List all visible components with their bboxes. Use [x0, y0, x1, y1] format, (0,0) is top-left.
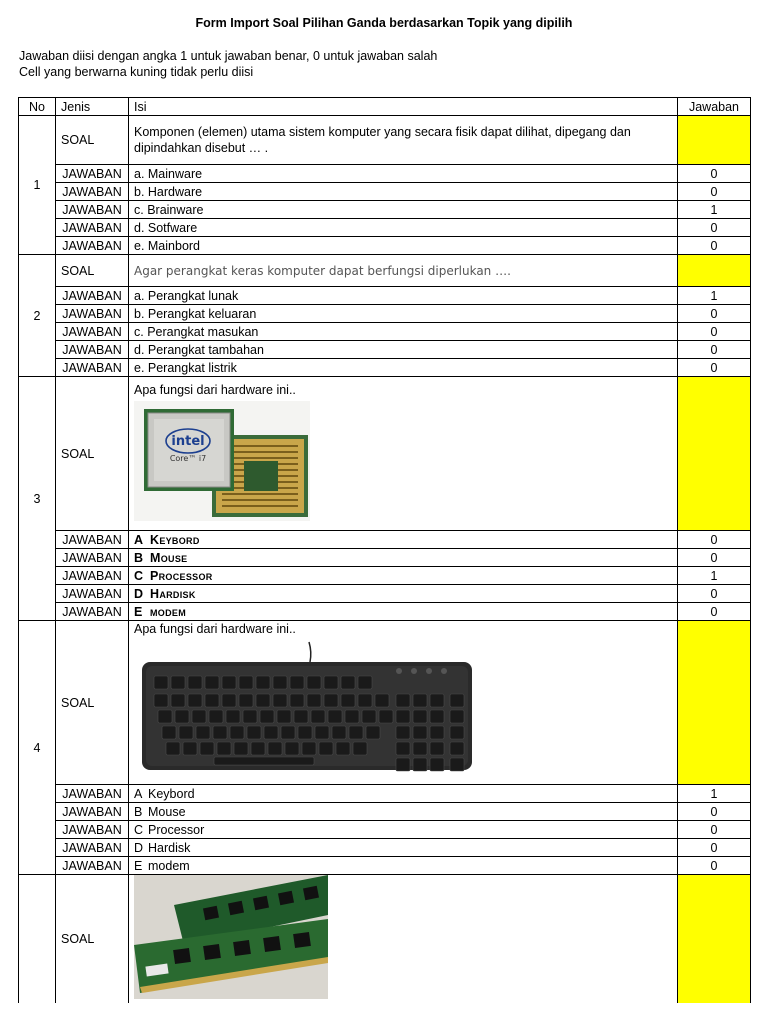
- question-table: [18, 97, 751, 1003]
- question-text: Apa fungsi dari hardware ini..: [134, 622, 296, 636]
- answer-value[interactable]: 1: [678, 567, 751, 585]
- question-number: 1: [19, 116, 56, 255]
- answer-cell-disabled: [678, 621, 751, 785]
- jawaban-label: JAWABAN: [56, 341, 129, 359]
- question-number: [19, 875, 56, 1004]
- answer-option[interactable]: [129, 803, 678, 821]
- answer-row: [19, 531, 751, 549]
- question-cell[interactable]: [129, 621, 678, 785]
- question-text: Agar perangkat keras komputer dapat berfungsi diperlukan ….: [134, 263, 511, 278]
- soal-label: SOAL: [56, 875, 129, 1004]
- answer-letter: A: [134, 786, 143, 801]
- answer-option-text[interactable]: e. Mainbord: [129, 237, 678, 255]
- answer-value[interactable]: 0: [678, 237, 751, 255]
- question-text: Apa fungsi dari hardware ini..: [134, 383, 296, 397]
- answer-option-text: Keybord: [150, 532, 200, 547]
- soal-label: SOAL: [56, 621, 129, 785]
- answer-letter: E: [134, 604, 143, 619]
- instruction-note: Jawaban diisi dengan angka 1 untuk jawaban benar, 0 untuk jawaban salah: [19, 49, 438, 63]
- answer-value[interactable]: 0: [678, 857, 751, 875]
- jawaban-label: JAWABAN: [56, 803, 129, 821]
- jawaban-label: JAWABAN: [56, 585, 129, 603]
- question-cell[interactable]: [129, 377, 678, 531]
- question-number: 3: [19, 377, 56, 621]
- answer-row: [19, 567, 751, 585]
- answer-value[interactable]: 0: [678, 821, 751, 839]
- answer-value[interactable]: 0: [678, 165, 751, 183]
- column-header-jenis: Jenis: [56, 98, 129, 116]
- answer-value[interactable]: 1: [678, 201, 751, 219]
- answer-row: [19, 359, 751, 377]
- jawaban-label: JAWABAN: [56, 603, 129, 621]
- answer-row: [19, 237, 751, 255]
- table-header-row: [19, 98, 751, 116]
- answer-letter: D: [134, 840, 144, 855]
- answer-option-text: modem: [150, 604, 186, 619]
- answer-option-text[interactable]: e. Perangkat listrik: [129, 359, 678, 377]
- answer-row: [19, 839, 751, 857]
- answer-value[interactable]: 0: [678, 531, 751, 549]
- answer-option-text[interactable]: d. Perangkat tambahan: [129, 341, 678, 359]
- answer-row: [19, 821, 751, 839]
- answer-value[interactable]: 1: [678, 287, 751, 305]
- answer-option-text[interactable]: b. Hardware: [129, 183, 678, 201]
- jawaban-label: JAWABAN: [56, 165, 129, 183]
- answer-value[interactable]: 0: [678, 585, 751, 603]
- jawaban-label: JAWABAN: [56, 785, 129, 803]
- jawaban-label: JAWABAN: [56, 567, 129, 585]
- answer-value[interactable]: 0: [678, 341, 751, 359]
- answer-option[interactable]: [129, 585, 678, 603]
- answer-value[interactable]: 0: [678, 323, 751, 341]
- answer-value[interactable]: 0: [678, 305, 751, 323]
- answer-option-text: Keybord: [148, 786, 195, 801]
- jawaban-label: JAWABAN: [56, 219, 129, 237]
- answer-value[interactable]: 1: [678, 785, 751, 803]
- answer-letter: A: [134, 532, 144, 547]
- answer-option-text: modem: [148, 858, 190, 873]
- answer-option-text: Mouse: [150, 550, 188, 565]
- answer-option-text[interactable]: d. Sotfware: [129, 219, 678, 237]
- answer-row: [19, 803, 751, 821]
- answer-option-text: Hardisk: [148, 840, 191, 855]
- answer-row: [19, 165, 751, 183]
- answer-letter: C: [134, 568, 144, 583]
- answer-row: [19, 341, 751, 359]
- answer-row: [19, 585, 751, 603]
- question-text[interactable]: Komponen (elemen) utama sistem komputer yang secara fisik dapat dilihat, dipegang dan dipindahkan disebut … .: [129, 116, 678, 165]
- answer-letter: B: [134, 804, 143, 819]
- jawaban-label: JAWABAN: [56, 305, 129, 323]
- answer-option-text: Mouse: [148, 804, 186, 819]
- answer-option[interactable]: [129, 531, 678, 549]
- answer-option[interactable]: [129, 785, 678, 803]
- answer-value[interactable]: 0: [678, 803, 751, 821]
- column-header-jawaban: Jawaban: [678, 98, 751, 116]
- answer-value[interactable]: 0: [678, 183, 751, 201]
- answer-option[interactable]: [129, 567, 678, 585]
- soal-label: SOAL: [56, 255, 129, 287]
- question-row: [19, 621, 751, 785]
- answer-value[interactable]: 0: [678, 219, 751, 237]
- answer-row: [19, 857, 751, 875]
- answer-row: [19, 219, 751, 237]
- jawaban-label: JAWABAN: [56, 359, 129, 377]
- form-title: Form Import Soal Pilihan Ganda berdasarkan Topik yang dipilih: [195, 16, 573, 30]
- soal-label: SOAL: [56, 116, 129, 165]
- jawaban-label: JAWABAN: [56, 821, 129, 839]
- jawaban-label: JAWABAN: [56, 839, 129, 857]
- answer-row: [19, 183, 751, 201]
- answer-row: [19, 785, 751, 803]
- question-row: [19, 377, 751, 531]
- answer-cell-disabled: [678, 255, 751, 287]
- answer-option-text[interactable]: c. Brainware: [129, 201, 678, 219]
- answer-option-text[interactable]: a. Perangkat lunak: [129, 287, 678, 305]
- chip-brand-text: intel: [171, 434, 205, 449]
- question-row: [19, 255, 751, 287]
- soal-label: SOAL: [56, 377, 129, 531]
- question-number: 4: [19, 621, 56, 875]
- question-row: [19, 875, 751, 1004]
- answer-value[interactable]: 0: [678, 839, 751, 857]
- ram-module-image: [134, 875, 672, 1003]
- answer-option[interactable]: [129, 857, 678, 875]
- answer-value[interactable]: 0: [678, 603, 751, 621]
- answer-option[interactable]: [129, 839, 678, 857]
- answer-option-text: Processor: [148, 822, 205, 837]
- jawaban-label: JAWABAN: [56, 549, 129, 567]
- column-header-isi: Isi: [129, 98, 678, 116]
- answer-option-text[interactable]: a. Mainware: [129, 165, 678, 183]
- answer-option-text[interactable]: c. Perangkat masukan: [129, 323, 678, 341]
- answer-letter: B: [134, 550, 144, 565]
- answer-cell-disabled: [678, 377, 751, 531]
- answer-value[interactable]: 0: [678, 549, 751, 567]
- yellow-cell-note: Cell yang berwarna kuning tidak perlu diisi: [19, 65, 254, 79]
- answer-letter: E: [134, 858, 143, 873]
- jawaban-label: JAWABAN: [56, 287, 129, 305]
- answer-option[interactable]: [129, 549, 678, 567]
- jawaban-label: JAWABAN: [56, 201, 129, 219]
- keyboard-image: [134, 640, 672, 784]
- answer-row: [19, 549, 751, 567]
- answer-letter: C: [134, 822, 144, 837]
- chip-model-text: Core™ i7: [169, 454, 207, 463]
- answer-row: [19, 603, 751, 621]
- answer-value[interactable]: 0: [678, 359, 751, 377]
- answer-row: [19, 305, 751, 323]
- answer-option-text: Processor: [150, 568, 213, 583]
- jawaban-label: JAWABAN: [56, 323, 129, 341]
- answer-option-text[interactable]: b. Perangkat keluaran: [129, 305, 678, 323]
- answer-row: [19, 323, 751, 341]
- cpu-chip-image: [134, 401, 672, 525]
- answer-row: [19, 287, 751, 305]
- answer-cell-disabled: [678, 875, 751, 1004]
- answer-letter: D: [134, 586, 144, 601]
- answer-option[interactable]: [129, 821, 678, 839]
- question-text-cell[interactable]: [129, 255, 678, 287]
- jawaban-label: JAWABAN: [56, 237, 129, 255]
- answer-option[interactable]: [129, 603, 678, 621]
- column-header-no: No: [19, 98, 56, 116]
- answer-option-text: Hardisk: [150, 586, 196, 601]
- answer-cell-disabled: [678, 116, 751, 165]
- answer-row: [19, 201, 751, 219]
- jawaban-label: JAWABAN: [56, 183, 129, 201]
- question-row: [19, 116, 751, 165]
- jawaban-label: JAWABAN: [56, 857, 129, 875]
- question-cell[interactable]: [129, 875, 678, 1004]
- jawaban-label: JAWABAN: [56, 531, 129, 549]
- question-number: 2: [19, 255, 56, 377]
